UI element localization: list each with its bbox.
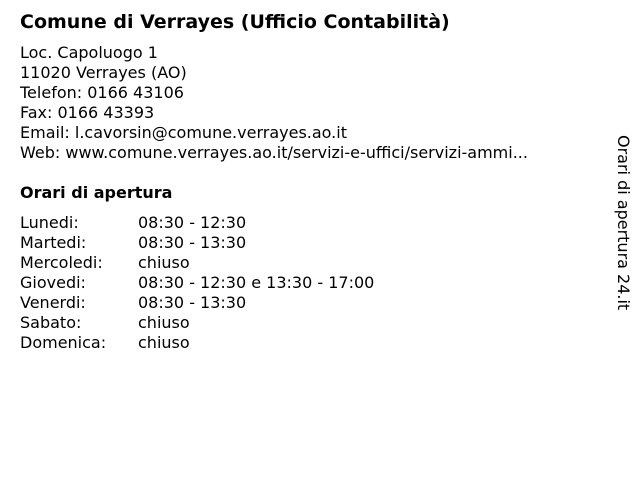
day-label: Giovedi: xyxy=(20,273,86,292)
day-label: Martedi: xyxy=(20,233,87,252)
fax-number: Fax: 0166 43393 xyxy=(20,103,155,122)
website-link[interactable]: Web: www.comune.verrayes.ao.it/servizi-e-uffici/servizi-ammi... xyxy=(20,143,528,162)
opening-hours-heading: Orari di apertura xyxy=(20,183,173,202)
time-value: 08:30 - 13:30 xyxy=(138,293,247,312)
phone-number: Telefon: 0166 43106 xyxy=(20,83,184,102)
address-line-2: 11020 Verrayes (AO) xyxy=(20,63,187,82)
site-brand-watermark: Orari di apertura 24.it xyxy=(614,135,633,311)
address-line-1: Loc. Capoluogo 1 xyxy=(20,43,158,62)
email-address: Email: l.cavorsin@comune.verrayes.ao.it xyxy=(20,123,347,142)
time-value: 08:30 - 12:30 xyxy=(138,213,247,232)
contact-info xyxy=(20,43,528,163)
page-title: Comune di Verrayes (Ufficio Contabilità) xyxy=(20,11,450,33)
day-label: Lunedi: xyxy=(20,213,79,232)
time-value: chiuso xyxy=(138,253,190,272)
day-label: Domenica: xyxy=(20,333,107,352)
day-label: Sabato: xyxy=(20,313,82,332)
day-label: Venerdi: xyxy=(20,293,86,312)
time-value: 08:30 - 12:30 e 13:30 - 17:00 xyxy=(138,273,375,292)
time-value: 08:30 - 13:30 xyxy=(138,233,247,252)
time-value: chiuso xyxy=(138,333,190,352)
day-label: Mercoledi: xyxy=(20,253,103,272)
time-value: chiuso xyxy=(138,313,190,332)
